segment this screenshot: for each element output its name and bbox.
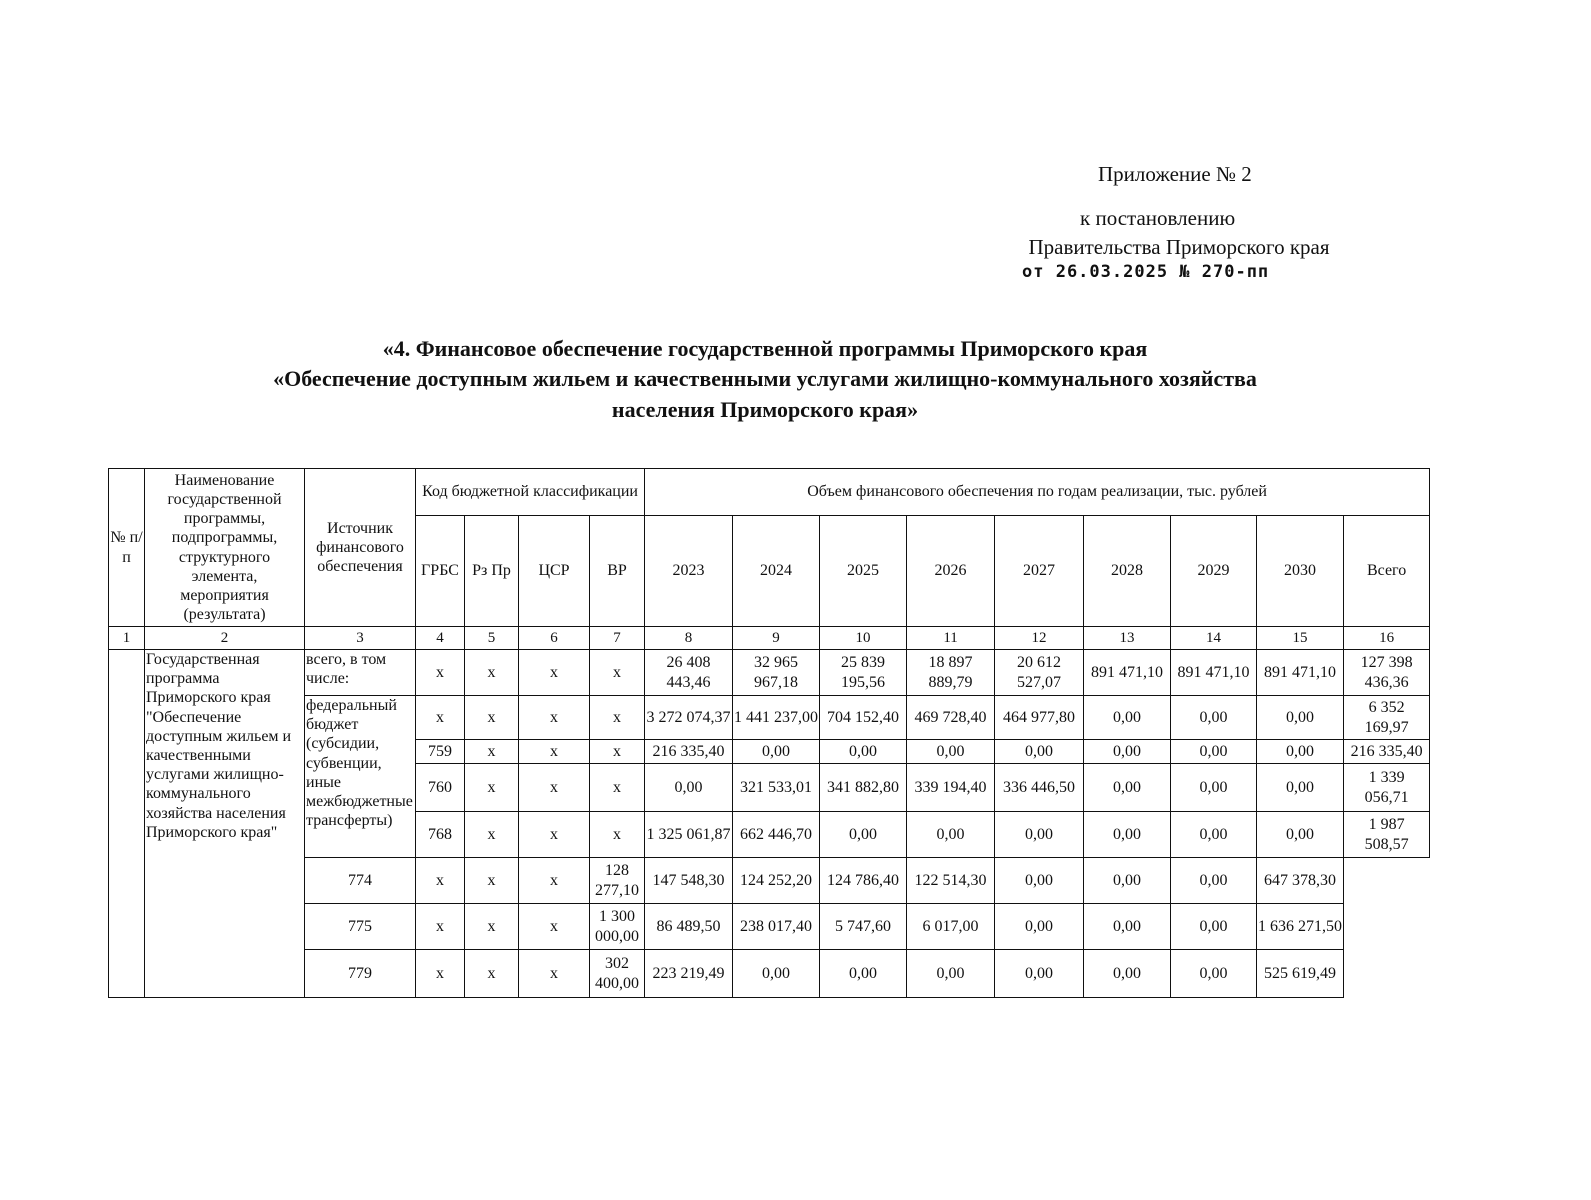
cell-v2026: 339 194,40 xyxy=(907,764,995,812)
cell-v2023: 1 325 061,87 xyxy=(645,812,733,858)
cell-v2023: 26 408 443,46 xyxy=(645,650,733,696)
column-number: 16 xyxy=(1344,627,1430,650)
appendix-line-2: Правительства Приморского края xyxy=(1028,234,1330,259)
cell-v2025: 0,00 xyxy=(733,950,820,998)
title-line-2: «Обеспечение доступным жильем и качественными услугами жилищно-коммунального хозяйства xyxy=(273,366,1257,392)
cell-grbs: 775 xyxy=(305,904,416,950)
cell-v2029: 0,00 xyxy=(1171,812,1257,858)
cell-csr: х xyxy=(519,740,590,764)
cell-csr: х xyxy=(519,764,590,812)
cell-v2028: 0,00 xyxy=(995,904,1084,950)
title-line-1: «4. Финансовое обеспечение государственной программы Приморского края xyxy=(382,336,1148,361)
cell-v2024: 86 489,50 xyxy=(645,904,733,950)
cell-total: 1 339 056,71 xyxy=(1344,764,1430,812)
appendix-block xyxy=(1000,160,1380,284)
cell-grbs: 779 xyxy=(305,950,416,998)
cell-v2027: 336 446,50 xyxy=(995,764,1084,812)
cell-v2025: 0,00 xyxy=(820,812,907,858)
column-number: 3 xyxy=(305,627,416,650)
table-row xyxy=(109,650,1430,696)
cell-rzpr: х xyxy=(465,740,519,764)
cell-v2029: 0,00 xyxy=(1171,696,1257,740)
column-number: 11 xyxy=(907,627,995,650)
cell-csr: х xyxy=(465,858,519,904)
cell-rzpr: х xyxy=(416,858,465,904)
header-code-0: ГРБС xyxy=(416,516,465,627)
column-number: 8 xyxy=(645,627,733,650)
cell-v2023: 216 335,40 xyxy=(645,740,733,764)
cell-v2028: 0,00 xyxy=(1084,740,1171,764)
cell-v2030: 0,00 xyxy=(1171,904,1257,950)
appendix-number: Приложение № 2 xyxy=(1098,162,1252,186)
header-row-1 xyxy=(109,469,1430,516)
cell-total: 525 619,49 xyxy=(1257,950,1344,998)
cell-v2030: 0,00 xyxy=(1257,696,1344,740)
cell-rzpr: х xyxy=(465,696,519,740)
cell-vr: х xyxy=(590,650,645,696)
column-number: 7 xyxy=(590,627,645,650)
cell-grbs: 774 xyxy=(305,858,416,904)
column-number: 15 xyxy=(1257,627,1344,650)
appendix-date: от 26.03.2025 № 270-пп xyxy=(1022,262,1270,283)
cell-v2024: 1 441 237,00 xyxy=(733,696,820,740)
cell-v2026: 0,00 xyxy=(907,740,995,764)
financing-table xyxy=(108,468,1430,998)
cell-v2027: 6 017,00 xyxy=(907,904,995,950)
cell-v2024: 32 965 967,18 xyxy=(733,650,820,696)
cell-v2028: 891 471,10 xyxy=(1084,650,1171,696)
header-name: Наименование государственной программы, подпрограммы, структурного элемента, мероприятия (результата) xyxy=(145,469,305,627)
cell-v2029: 0,00 xyxy=(1084,904,1171,950)
cell-total: 647 378,30 xyxy=(1257,858,1344,904)
title-line-3: населения Приморского края» xyxy=(611,396,919,422)
cell-v2028: 0,00 xyxy=(1084,764,1171,812)
cell-v2027: 20 612 527,07 xyxy=(995,650,1084,696)
header-year-3: 2026 xyxy=(907,516,995,627)
header-year-4: 2027 xyxy=(995,516,1084,627)
row-number-cell xyxy=(109,650,145,998)
cell-total: 1 636 271,50 xyxy=(1257,904,1344,950)
cell-v2027: 0,00 xyxy=(995,740,1084,764)
cell-v2029: 0,00 xyxy=(1084,950,1171,998)
table-row xyxy=(109,858,1430,904)
header-volume-group: Объем финансового обеспечения по годам реализации, тыс. рублей xyxy=(645,469,1430,516)
header-code-2: ЦСР xyxy=(519,516,590,627)
column-number: 14 xyxy=(1171,627,1257,650)
header-year-0: 2023 xyxy=(645,516,733,627)
cell-v2030: 0,00 xyxy=(1257,812,1344,858)
table-row xyxy=(109,904,1430,950)
cell-v2030: 0,00 xyxy=(1257,740,1344,764)
cell-v2025: 0,00 xyxy=(820,740,907,764)
column-number: 4 xyxy=(416,627,465,650)
cell-v2027: 0,00 xyxy=(995,812,1084,858)
cell-v2026: 5 747,60 xyxy=(820,904,907,950)
cell-rzpr: х xyxy=(465,764,519,812)
cell-rzpr: х xyxy=(465,812,519,858)
cell-vr: х xyxy=(590,696,645,740)
cell-v2026: 469 728,40 xyxy=(907,696,995,740)
cell-v2030: 891 471,10 xyxy=(1257,650,1344,696)
source-federal: федеральный бюджет (субсидии, субвенции, иные межбюджетные трансферты) xyxy=(305,696,416,858)
table-row xyxy=(109,950,1430,998)
cell-grbs: 759 xyxy=(416,740,465,764)
column-number: 13 xyxy=(1084,627,1171,650)
cell-total: 1 987 508,57 xyxy=(1344,812,1430,858)
cell-v2026: 0,00 xyxy=(820,950,907,998)
header-source: Источник финансового обеспечения xyxy=(305,469,416,627)
cell-v2029: 0,00 xyxy=(1084,858,1171,904)
cell-v2030: 0,00 xyxy=(1171,950,1257,998)
cell-v2029: 0,00 xyxy=(1171,764,1257,812)
cell-csr: х xyxy=(519,650,590,696)
cell-v2027: 122 514,30 xyxy=(907,858,995,904)
cell-v2023: 1 300 000,00 xyxy=(590,904,645,950)
cell-v2025: 704 152,40 xyxy=(820,696,907,740)
column-number-row xyxy=(109,627,1430,650)
source-total: всего, в том числе: xyxy=(305,650,416,696)
cell-csr: х xyxy=(465,904,519,950)
cell-v2030: 0,00 xyxy=(1171,858,1257,904)
header-num: № п/п xyxy=(109,469,145,627)
cell-rzpr: х xyxy=(416,950,465,998)
cell-vr: х xyxy=(519,904,590,950)
cell-grbs: х xyxy=(416,696,465,740)
header-year-1: 2024 xyxy=(733,516,820,627)
column-number: 12 xyxy=(995,627,1084,650)
cell-v2029: 891 471,10 xyxy=(1171,650,1257,696)
document-title xyxy=(150,334,1380,425)
cell-v2025: 238 017,40 xyxy=(733,904,820,950)
cell-v2024: 0,00 xyxy=(733,740,820,764)
header-year-2: 2025 xyxy=(820,516,907,627)
header-code-group: Код бюджетной классификации xyxy=(416,469,645,516)
appendix-line-1: к постановлению xyxy=(1080,206,1236,231)
cell-v2024: 662 446,70 xyxy=(733,812,820,858)
column-number: 10 xyxy=(820,627,907,650)
header-year-7: 2030 xyxy=(1257,516,1344,627)
table-row xyxy=(109,696,1430,740)
column-number: 9 xyxy=(733,627,820,650)
cell-csr: х xyxy=(519,696,590,740)
header-code-3: ВР xyxy=(590,516,645,627)
cell-vr: х xyxy=(590,764,645,812)
cell-csr: х xyxy=(465,950,519,998)
cell-v2028: 0,00 xyxy=(1084,696,1171,740)
cell-v2023: 302 400,00 xyxy=(590,950,645,998)
cell-v2023: 128 277,10 xyxy=(590,858,645,904)
column-number: 2 xyxy=(145,627,305,650)
cell-grbs: х xyxy=(416,650,465,696)
cell-v2029: 0,00 xyxy=(1171,740,1257,764)
cell-v2028: 0,00 xyxy=(1084,812,1171,858)
cell-csr: х xyxy=(519,812,590,858)
cell-v2025: 124 252,20 xyxy=(733,858,820,904)
cell-v2027: 464 977,80 xyxy=(995,696,1084,740)
column-number: 6 xyxy=(519,627,590,650)
cell-vr: х xyxy=(590,740,645,764)
column-number: 5 xyxy=(465,627,519,650)
cell-v2025: 341 882,80 xyxy=(820,764,907,812)
cell-v2024: 223 219,49 xyxy=(645,950,733,998)
header-year-8: Всего xyxy=(1344,516,1430,627)
cell-v2026: 124 786,40 xyxy=(820,858,907,904)
cell-v2028: 0,00 xyxy=(995,858,1084,904)
cell-total: 6 352 169,97 xyxy=(1344,696,1430,740)
header-year-6: 2029 xyxy=(1171,516,1257,627)
cell-grbs: 768 xyxy=(416,812,465,858)
cell-v2030: 0,00 xyxy=(1257,764,1344,812)
cell-total: 216 335,40 xyxy=(1344,740,1430,764)
cell-v2026: 18 897 889,79 xyxy=(907,650,995,696)
header-code-1: Рз Пр xyxy=(465,516,519,627)
column-number: 1 xyxy=(109,627,145,650)
cell-v2024: 321 533,01 xyxy=(733,764,820,812)
cell-v2028: 0,00 xyxy=(995,950,1084,998)
cell-vr: х xyxy=(590,812,645,858)
cell-grbs: 760 xyxy=(416,764,465,812)
cell-v2023: 3 272 074,37 xyxy=(645,696,733,740)
cell-v2027: 0,00 xyxy=(907,950,995,998)
cell-total: 127 398 436,36 xyxy=(1344,650,1430,696)
program-name: Государственная программа Приморского края "Обеспечение доступным жильем и качественными услугами жилищно-коммунального хозяйства населения Приморского края" xyxy=(145,650,305,998)
cell-v2024: 147 548,30 xyxy=(645,858,733,904)
cell-v2026: 0,00 xyxy=(907,812,995,858)
cell-v2023: 0,00 xyxy=(645,764,733,812)
header-year-5: 2028 xyxy=(1084,516,1171,627)
cell-vr: х xyxy=(519,858,590,904)
cell-rzpr: х xyxy=(416,904,465,950)
cell-vr: х xyxy=(519,950,590,998)
cell-rzpr: х xyxy=(465,650,519,696)
cell-v2025: 25 839 195,56 xyxy=(820,650,907,696)
